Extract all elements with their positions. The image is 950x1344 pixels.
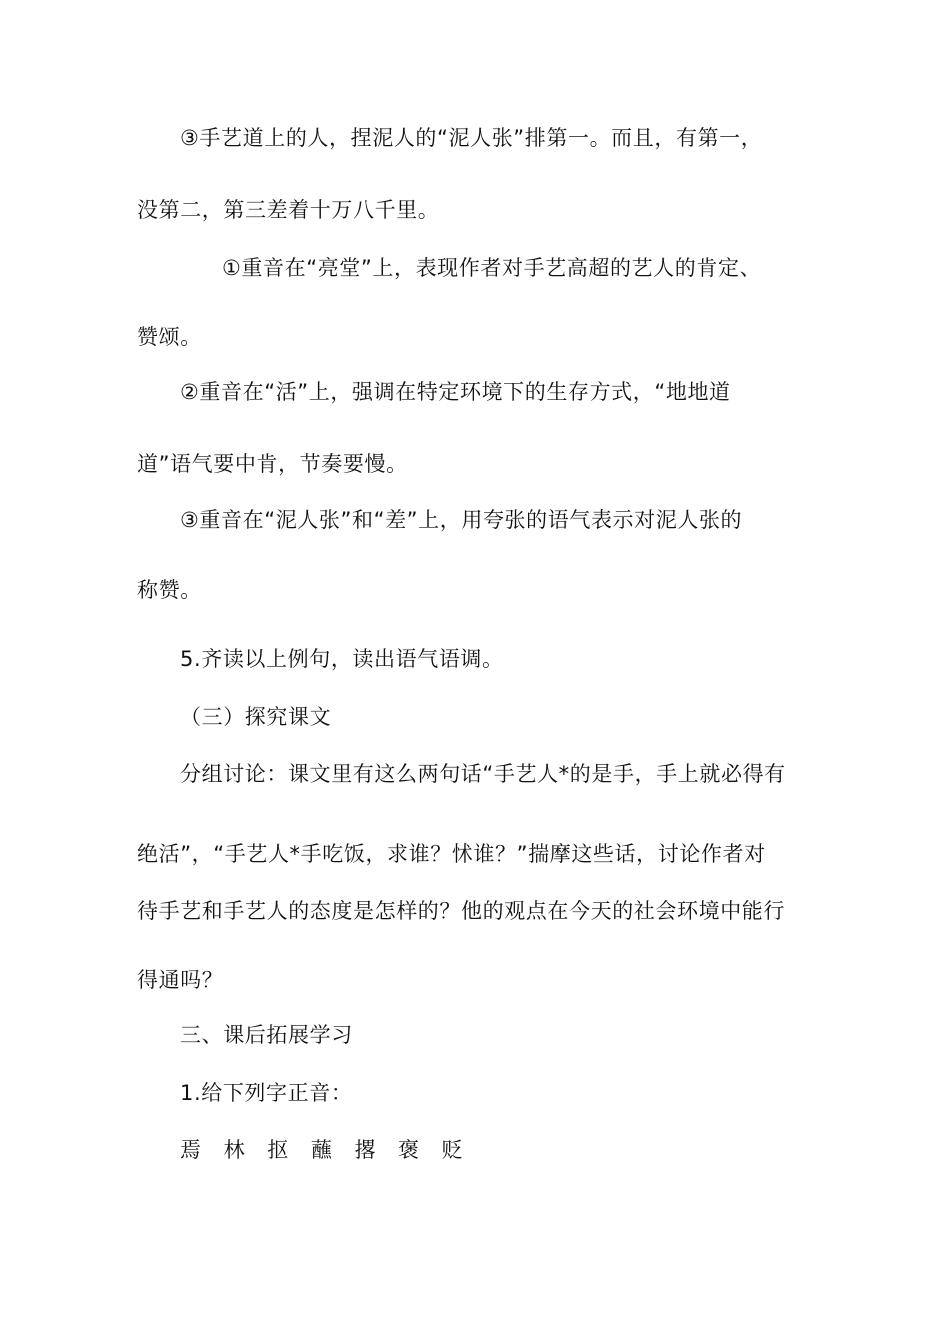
step-5-reading: 5.齐读以上例句，读出语气语调。 [180, 647, 504, 671]
discussion-line4: 得通吗？ [137, 968, 224, 992]
discussion-line3: 待手艺和手艺人的态度是怎样的？他的观点在今天的社会环境中能行 [137, 899, 785, 923]
paragraph-example-3-line2: 没第二，第三差着十万八千里。 [137, 198, 440, 222]
discussion-line2: 绝活”，“手艺人*手吃饭，求谁？怵谁？”揣摩这些话，讨论作者对 [137, 842, 766, 866]
note-2-line2: 道”语气要中肯，节奏要慢。 [137, 452, 408, 476]
note-1-line1: ①重音在“亮堂”上，表现作者对手艺高超的艺人的肯定、 [222, 256, 762, 280]
char-item: 褒 [398, 1138, 420, 1162]
note-3-line2: 称赞。 [137, 578, 202, 602]
char-item: 贬 [441, 1138, 464, 1162]
exercise-1-heading: 1.给下列字正音： [180, 1081, 353, 1105]
char-item: 林 [223, 1138, 246, 1162]
char-item: 撂 [354, 1138, 377, 1162]
section-heading-explore: （三）探究课文 [180, 705, 332, 729]
char-item: 焉 [180, 1138, 202, 1162]
section-heading-extension: 三、课后拓展学习 [180, 1023, 353, 1047]
note-3-line1: ③重音在“泥人张”和“差”上，用夸张的语气表示对泥人张的 [180, 508, 743, 532]
discussion-line1: 分组讨论：课文里有这么两句话“手艺人*的是手，手上就必得有 [180, 762, 786, 786]
note-1-line2: 赞颂。 [137, 325, 202, 349]
char-item: 抠 [267, 1138, 289, 1162]
note-2-line1: ②重音在“活”上，强调在特定环境下的生存方式，“地地道 [180, 380, 731, 404]
exercise-characters [180, 1136, 485, 1164]
char-item: 蘸 [310, 1138, 333, 1162]
paragraph-example-3-line1: ③手艺道上的人，捏泥人的“泥人张”排第一。而且，有第一， [180, 126, 763, 150]
